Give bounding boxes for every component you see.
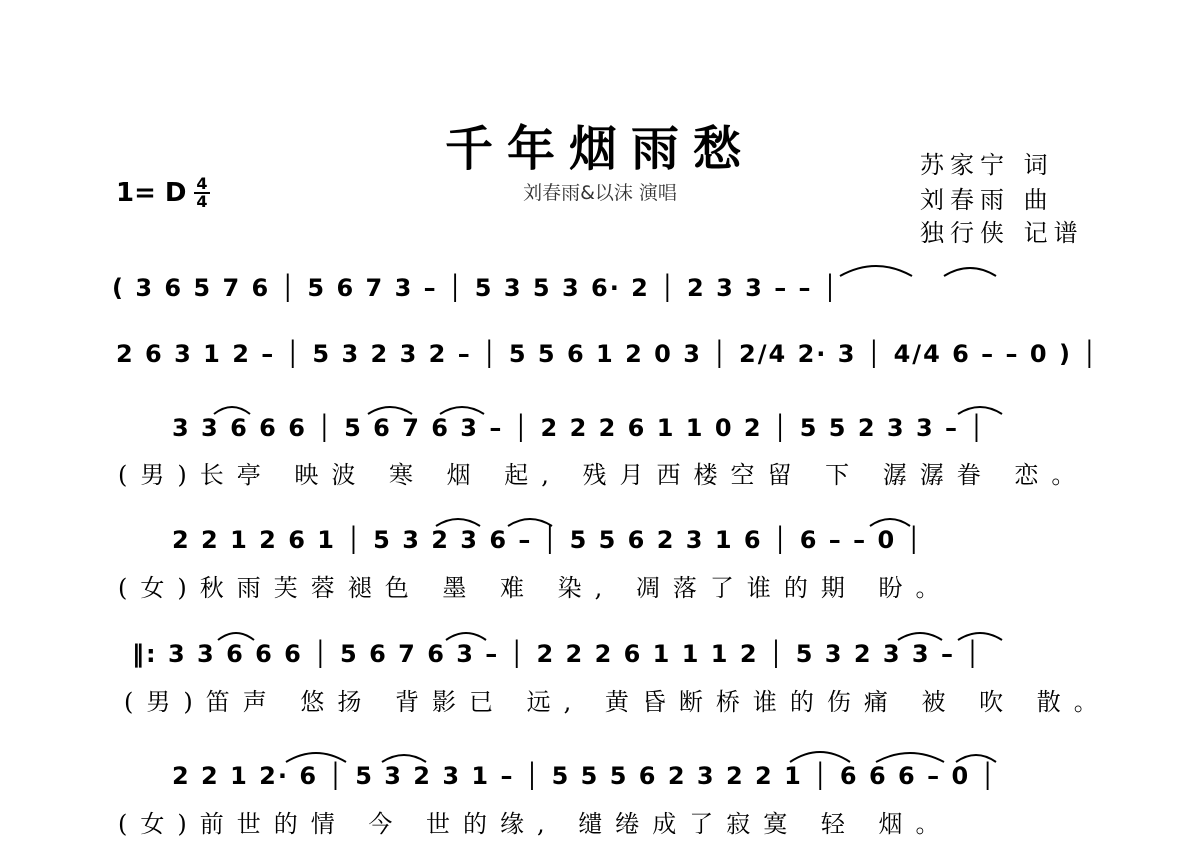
transcriber-credit: 独行侠 记谱: [920, 219, 1084, 247]
lyrics-line-5: (男)笛声 悠扬 背影已 远, 黄昏断桥谁的伤痛 被 吹 散。: [124, 688, 1111, 716]
composer-credit: 刘春雨 曲: [920, 186, 1054, 214]
slur-mark: [958, 407, 1002, 414]
slur-mark: [214, 407, 250, 414]
slur-mark: [436, 519, 480, 526]
slur-mark: [508, 519, 552, 526]
lyrics-line-6: (女)前世的情 今 世的缘, 缱绻成了寂寞 轻 烟。: [118, 810, 953, 838]
lyricist-credit: 苏家宁 词: [920, 151, 1054, 179]
notation-line-6: 2 2 1 2· 6 │ 5 3 2 3 1 – │ 5 5 5 6 2 3 2 2 1 │ 6 6 6 – 0 │: [172, 762, 997, 790]
slur-mark: [218, 633, 254, 640]
slur-mark: [440, 407, 484, 414]
slur-mark: [870, 519, 910, 526]
time-signature-bar: 4: [194, 192, 210, 210]
slur-mark: [446, 633, 486, 640]
notation-line-2: 2 6 3 1 2 – │ 5 3 2 3 2 – │ 5 5 6 1 2 0 3 │ 2/4 2· 3 │ 4/4 6 – – 0 ) │: [116, 340, 1099, 368]
time-signature-numerator: 4: [196, 174, 208, 193]
slur-mark: [790, 752, 850, 762]
slur-mark: [840, 266, 912, 276]
notation-line-3: 3 3 6 6 6 │ 5 6 7 6 3 – │ 2 2 2 6 1 1 0 2 │ 5 5 2 3 3 – │: [172, 414, 986, 442]
slur-mark: [956, 755, 996, 762]
lyrics-line-3: (男)长亭 映波 寒 烟 起, 残月西楼空留 下 潺潺眷 恋。: [118, 461, 1089, 489]
slur-mark: [898, 633, 942, 640]
slur-mark: [958, 633, 1002, 640]
notation-line-4: 2 2 1 2 6 1 │ 5 3 2 3 6 – │ 5 5 6 2 3 1 6 │ 6 – – 0 │: [172, 526, 924, 554]
slur-mark: [876, 753, 944, 762]
song-title: 千年烟雨愁: [444, 121, 755, 177]
notation-line-1: ( 3 6 5 7 6 │ 5 6 7 3 – │ 5 3 5 3 6· 2 │ 2 3 3 – – │: [112, 274, 840, 302]
key-signature: 1= D: [116, 178, 187, 208]
slur-mark: [368, 407, 412, 414]
lyrics-line-4: (女)秋雨芙蓉褪色 墨 难 染, 凋落了谁的期 盼。: [118, 574, 953, 602]
slur-mark: [382, 755, 426, 762]
slur-mark: [944, 268, 996, 276]
notation-line-5: ‖: 3 3 6 6 6 │ 5 6 7 6 3 – │ 2 2 2 6 1 1 1 2 │ 5 3 2 3 3 – │: [132, 640, 982, 668]
singers-credit: 刘春雨&以沫 演唱: [523, 182, 677, 204]
slur-mark: [286, 753, 346, 762]
